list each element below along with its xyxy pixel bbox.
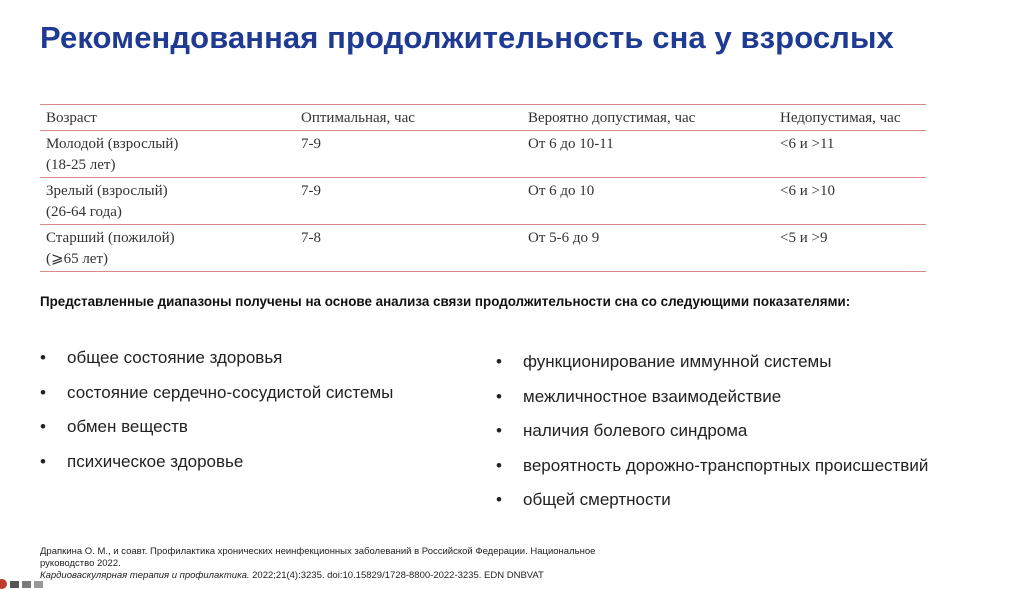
bullet-icon: • <box>40 417 46 436</box>
list-item <box>496 351 928 386</box>
list-item-text: обмен веществ <box>67 417 188 436</box>
header-optimal: Оптимальная, час <box>301 110 415 126</box>
page-title: Рекомендованная продолжительность сна у взрослых <box>40 20 894 55</box>
list-item <box>496 386 928 421</box>
header-age: Возраст <box>46 110 97 126</box>
list-item-text: межличностное взаимодействие <box>523 386 782 406</box>
list-item <box>496 489 928 524</box>
list-item-text: общей смертности <box>523 490 671 509</box>
reference-journal: Кардиоваскулярная терапия и профилактика. <box>40 570 250 581</box>
sleep-duration-table <box>40 104 926 272</box>
list-item-text: состояние сердечно-сосудистой системы <box>67 382 394 402</box>
list-item <box>40 416 393 451</box>
table-row <box>40 225 926 272</box>
list-item-text: наличия болевого синдрома <box>523 421 748 440</box>
list-item <box>40 347 393 382</box>
age-range: (⩾65 лет) <box>46 251 109 267</box>
bullet-icon: • <box>40 382 46 402</box>
reference-line-2: руководство 2022. <box>40 558 121 569</box>
bullet-icon: • <box>496 421 502 440</box>
bullet-icon: • <box>40 348 46 367</box>
reference-citation <box>40 546 740 582</box>
unacceptable-cell: <5 и >9 <box>780 230 828 246</box>
list-item-text: психическое здоровье <box>67 451 244 471</box>
age-label: Старший (пожилой) <box>46 230 175 246</box>
list-item <box>40 451 393 486</box>
optimal-cell: 7-9 <box>301 136 321 152</box>
list-item-text: функционирование иммунной системы <box>523 352 832 371</box>
acceptable-cell: От 5-6 до 9 <box>528 230 600 246</box>
table-row <box>40 178 926 225</box>
bullet-icon: • <box>496 352 502 371</box>
age-cell <box>40 225 295 272</box>
age-label: Зрелый (взрослый) <box>46 183 168 199</box>
list-item <box>40 382 393 417</box>
bullet-icon: • <box>496 490 502 509</box>
bullet-icon: • <box>40 451 46 471</box>
age-range: (18-25 лет) <box>46 157 116 173</box>
age-range: (26-64 года) <box>46 204 122 220</box>
bullet-icon: • <box>496 455 502 475</box>
bullet-list-right <box>496 351 928 524</box>
reference-details: 2022;21(4):3235. doi:10.15829/1728-8800-2022-3235. EDN DNBVAT <box>249 570 544 581</box>
optimal-cell: 7-9 <box>301 183 321 199</box>
lead-text: Представленные диапазоны получены на основе анализа связи продолжительности сна со следующими показателями: <box>40 294 851 309</box>
list-item-text: вероятность дорожно-транспортных происшествий <box>523 455 929 475</box>
list-item <box>496 455 928 490</box>
unacceptable-cell: <6 и >11 <box>780 136 835 152</box>
table-header-row <box>40 105 926 131</box>
header-acceptable: Вероятно допустимая, час <box>528 110 696 126</box>
age-label: Молодой (взрослый) <box>46 136 179 152</box>
reference-line-3 <box>40 570 740 582</box>
bullet-list-left <box>40 347 393 485</box>
unacceptable-cell: <6 и >10 <box>780 183 835 199</box>
optimal-cell: 7-8 <box>301 230 321 246</box>
bullet-icon: • <box>496 386 502 406</box>
acceptable-cell: От 6 до 10-11 <box>528 136 614 152</box>
reference-line-1: Драпкина О. М., и соавт. Профилактика хронических неинфекционных заболеваний в Российской Федерации. Национальное <box>40 546 596 557</box>
table-row <box>40 131 926 178</box>
acceptable-cell: От 6 до 10 <box>528 183 595 199</box>
age-cell <box>40 178 295 225</box>
list-item <box>496 420 928 455</box>
age-cell <box>40 131 295 178</box>
list-item-text: общее состояние здоровья <box>67 348 283 367</box>
header-unacceptable: Недопустимая, час <box>780 110 901 126</box>
